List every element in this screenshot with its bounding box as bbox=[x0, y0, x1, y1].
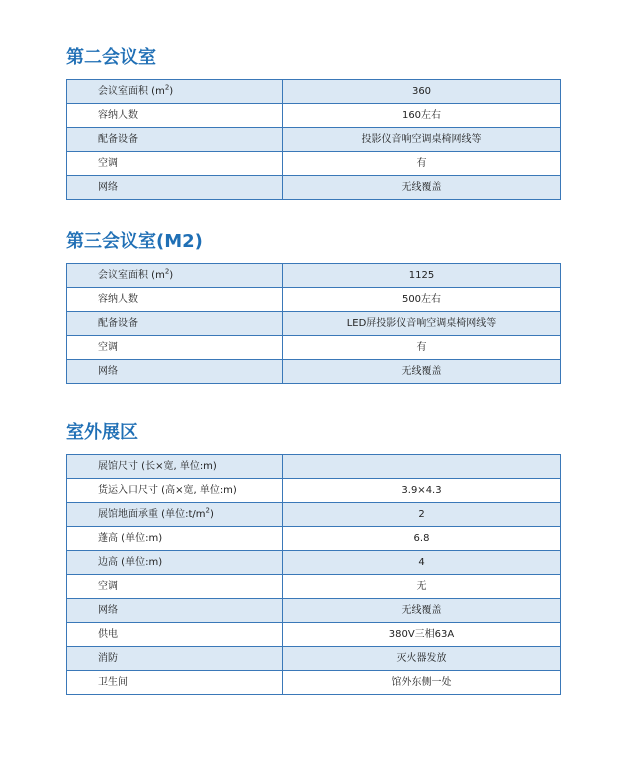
table-row bbox=[67, 152, 561, 176]
section-title: 第二会议室 bbox=[66, 47, 156, 68]
section-title: 第三会议室(M2) bbox=[66, 231, 203, 252]
row-label: 卫生间 bbox=[67, 671, 283, 695]
table-row bbox=[67, 455, 561, 479]
row-value: 360 bbox=[283, 80, 561, 104]
row-label: 会议室面积 $(m^2)$ bbox=[67, 264, 283, 288]
section-meeting-room-3 bbox=[66, 230, 561, 384]
row-value: 有 bbox=[283, 152, 561, 176]
table-row bbox=[67, 623, 561, 647]
table-row bbox=[67, 479, 561, 503]
table-row bbox=[67, 599, 561, 623]
row-value: 380V三相63A bbox=[283, 623, 561, 647]
row-value: 无线覆盖 bbox=[283, 176, 561, 200]
row-value: 3.9×4.3 bbox=[283, 479, 561, 503]
row-value: 投影仪音响空调桌椅网线等 bbox=[283, 128, 561, 152]
table-row bbox=[67, 176, 561, 200]
section-outdoor-exhibition bbox=[66, 421, 561, 695]
row-label: 网络 bbox=[67, 360, 283, 384]
row-value: 4 bbox=[283, 551, 561, 575]
table-row bbox=[67, 671, 561, 695]
row-label: 展馆地面承重 (单位$:t/m^2$) bbox=[67, 503, 283, 527]
row-label: 空调 bbox=[67, 336, 283, 360]
row-label: 容纳人数 bbox=[67, 288, 283, 312]
row-value: 6.8 bbox=[283, 527, 561, 551]
row-value: 无线覆盖 bbox=[283, 360, 561, 384]
row-value: 2 bbox=[283, 503, 561, 527]
row-value: 灭火器发放 bbox=[283, 647, 561, 671]
table-row bbox=[67, 312, 561, 336]
row-label: 货运入口尺寸 (高×宽, 单位:m) bbox=[67, 479, 283, 503]
table-row bbox=[67, 288, 561, 312]
table-row bbox=[67, 575, 561, 599]
row-label: 边高 (单位:m) bbox=[67, 551, 283, 575]
spec-table bbox=[66, 263, 561, 384]
row-label: 展馆尺寸 (长×宽, 单位:m) bbox=[67, 455, 283, 479]
row-label: 容纳人数 bbox=[67, 104, 283, 128]
table-row bbox=[67, 336, 561, 360]
table-row bbox=[67, 80, 561, 104]
row-label: 蓬高 (单位:m) bbox=[67, 527, 283, 551]
row-value: 馆外东侧一处 bbox=[283, 671, 561, 695]
table-row bbox=[67, 647, 561, 671]
row-value: 160左右 bbox=[283, 104, 561, 128]
table-row bbox=[67, 551, 561, 575]
spec-table bbox=[66, 454, 561, 695]
row-value: 有 bbox=[283, 336, 561, 360]
row-label: 供电 bbox=[67, 623, 283, 647]
table-row bbox=[67, 527, 561, 551]
row-label: 配备设备 bbox=[67, 128, 283, 152]
table-row bbox=[67, 264, 561, 288]
row-value: 500左右 bbox=[283, 288, 561, 312]
row-label: 空调 bbox=[67, 575, 283, 599]
row-value: LED屏投影仪音响空调桌椅网线等 bbox=[283, 312, 561, 336]
row-label: 会议室面积 $(m^2)$ bbox=[67, 80, 283, 104]
table-row bbox=[67, 503, 561, 527]
row-label: 配备设备 bbox=[67, 312, 283, 336]
row-value: 无线覆盖 bbox=[283, 599, 561, 623]
table-row bbox=[67, 360, 561, 384]
row-value: 无 bbox=[283, 575, 561, 599]
table-row bbox=[67, 104, 561, 128]
row-label: 空调 bbox=[67, 152, 283, 176]
row-label: 消防 bbox=[67, 647, 283, 671]
row-label: 网络 bbox=[67, 176, 283, 200]
row-value bbox=[283, 455, 561, 479]
row-value: 1125 bbox=[283, 264, 561, 288]
section-title: 室外展区 bbox=[66, 422, 138, 443]
section-meeting-room-2 bbox=[66, 46, 561, 200]
spec-table bbox=[66, 79, 561, 200]
table-row bbox=[67, 128, 561, 152]
row-label: 网络 bbox=[67, 599, 283, 623]
